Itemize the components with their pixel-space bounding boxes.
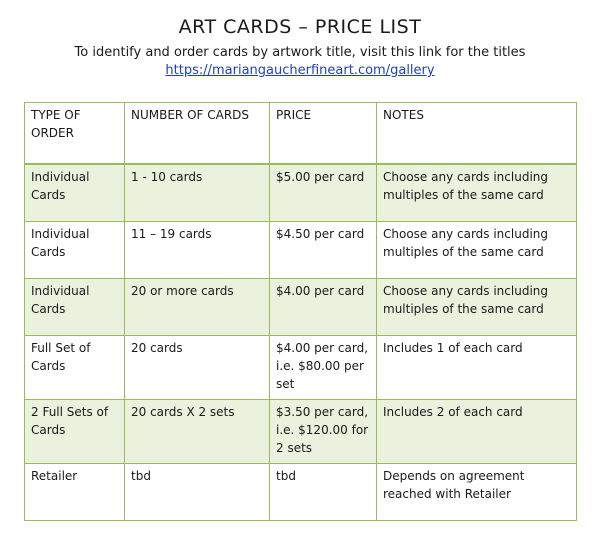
cell-notes: Choose any cards including multiples of the same card — [377, 222, 577, 279]
cell-price: $4.00 per card, i.e. $80.00 per set — [270, 336, 377, 400]
cell-type: Individual Cards — [25, 164, 125, 222]
table-row — [25, 400, 577, 464]
page-title: ART CARDS – PRICE LIST — [178, 16, 422, 38]
table-row — [25, 164, 577, 222]
table-row — [25, 279, 577, 336]
table-row — [25, 464, 577, 521]
cell-type: Retailer — [25, 464, 125, 521]
cell-type: 2 Full Sets of Cards — [25, 400, 125, 464]
cell-notes: Choose any cards including multiples of the same card — [377, 279, 577, 336]
table-header-row — [25, 103, 577, 165]
cell-type: Full Set of Cards — [25, 336, 125, 400]
table-row — [25, 336, 577, 400]
cell-notes: Choose any cards including multiples of the same card — [377, 164, 577, 222]
cell-price: $5.00 per card — [270, 164, 377, 222]
cell-type: Individual Cards — [25, 279, 125, 336]
price-table — [24, 102, 577, 521]
cell-price: tbd — [270, 464, 377, 521]
column-header-number: NUMBER OF CARDS — [125, 103, 270, 165]
cell-number: tbd — [125, 464, 270, 521]
cell-price: $3.50 per card, i.e. $120.00 for 2 sets — [270, 400, 377, 464]
column-header-notes: NOTES — [377, 103, 577, 165]
page-subtitle: To identify and order cards by artwork title, visit this link for the titles — [74, 45, 526, 60]
table-row — [25, 222, 577, 279]
cell-notes: Depends on agreement reached with Retailer — [377, 464, 577, 521]
cell-number: 20 cards X 2 sets — [125, 400, 270, 464]
cell-price: $4.50 per card — [270, 222, 377, 279]
cell-number: 1 - 10 cards — [125, 164, 270, 222]
cell-number: 20 cards — [125, 336, 270, 400]
cell-number: 11 – 19 cards — [125, 222, 270, 279]
cell-type: Individual Cards — [25, 222, 125, 279]
cell-notes: Includes 1 of each card — [377, 336, 577, 400]
cell-notes: Includes 2 of each card — [377, 400, 577, 464]
gallery-link[interactable]: https://mariangaucherfineart.com/gallery — [165, 63, 435, 78]
column-header-price: PRICE — [270, 103, 377, 165]
cell-number: 20 or more cards — [125, 279, 270, 336]
column-header-type: TYPE OF ORDER — [25, 103, 125, 165]
cell-price: $4.00 per card — [270, 279, 377, 336]
